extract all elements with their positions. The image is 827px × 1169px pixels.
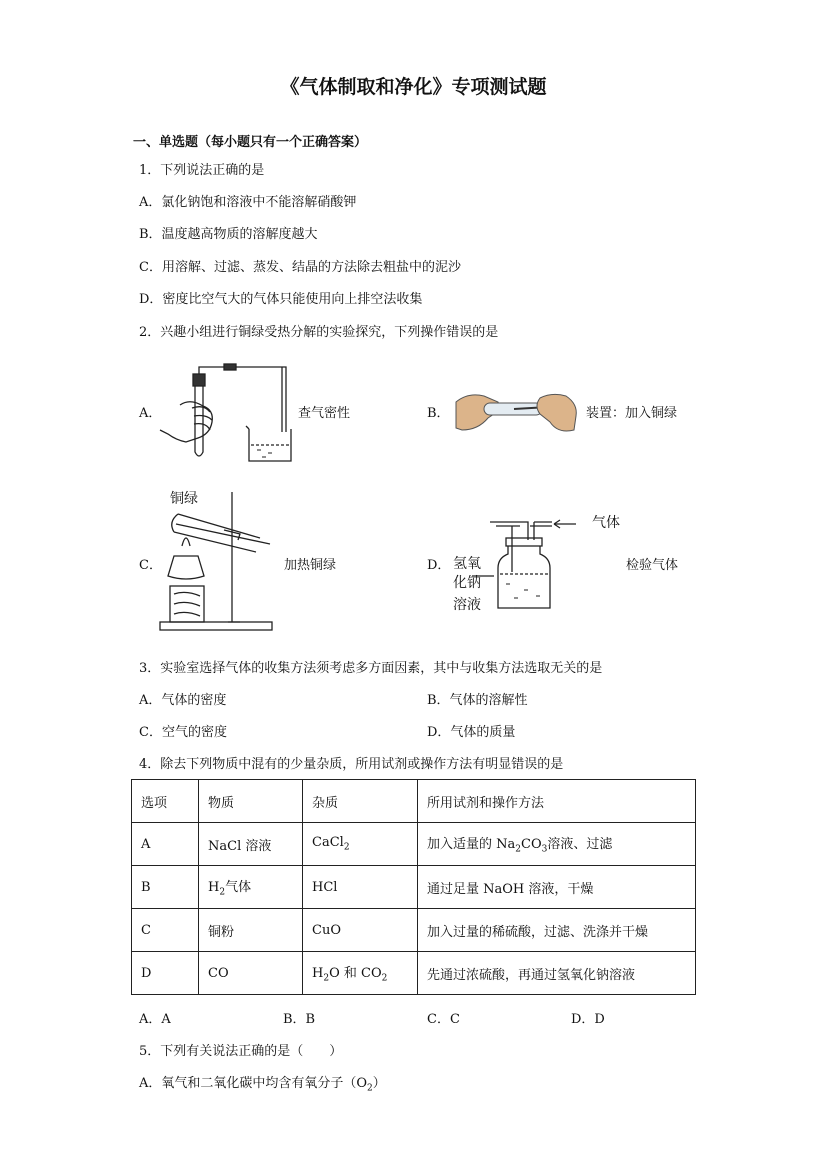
- option-cell: C: [132, 909, 199, 952]
- q3-stem: 3．实验室选择气体的收集方法须考虑多方面因素，其中与收集方法选取无关的是: [139, 661, 603, 676]
- q3-option-a: A．气体的密度: [139, 693, 227, 708]
- impurity-cell: CaCl$_2$: [303, 823, 418, 866]
- method-cell: 加入适量的 $Na_2CO_3$溶液、过滤: [418, 823, 696, 866]
- header-cell: 杂质: [303, 780, 418, 823]
- method-cell: 先通过浓硫酸，再通过氢氧化钠溶液: [418, 952, 696, 995]
- q2-option-d-solution-line1: 氢氧: [453, 556, 481, 572]
- impurity-table: [131, 779, 696, 995]
- q1-option-b: B．温度越高物质的溶解度越大: [139, 227, 318, 242]
- q2-option-c-caption: 加热铜绿: [284, 558, 337, 573]
- impurity-cell: HCl: [303, 866, 418, 909]
- q2-option-d-caption: 检验气体: [626, 558, 679, 573]
- substance-cell: 铜粉: [199, 909, 303, 952]
- q1-option-c: C．用溶解、过滤、蒸发、结晶的方法除去粗盐中的泥沙: [139, 260, 461, 275]
- section-heading: 一、单选题（每小题只有一个正确答案）: [133, 135, 368, 150]
- q5-stem: 5．下列有关说法正确的是（ ）: [139, 1044, 343, 1059]
- q4-answer-d: D．D: [571, 1012, 605, 1027]
- table-row: [132, 909, 696, 952]
- q4-answer-c: C．C: [427, 1012, 460, 1027]
- q2-option-c-label: 铜绿: [170, 491, 198, 507]
- q2-option-d-solution-line2: 化钠: [453, 575, 481, 591]
- method-cell: 通过足量 NaOH 溶液，干燥: [418, 866, 696, 909]
- q2-option-d-solution-line3: 溶液: [453, 597, 481, 613]
- substance-cell: CO: [199, 952, 303, 995]
- q2-option-b-caption: 装置：加入铜绿: [586, 406, 678, 421]
- option-cell: B: [132, 866, 199, 909]
- table-header-row: [132, 780, 696, 823]
- q4-answer-b: B．B: [283, 1012, 316, 1027]
- q2-option-d-gas-label: 气体: [592, 515, 620, 531]
- header-cell: 所用试剂和操作方法: [418, 780, 696, 823]
- q5-option-a: A．氧气和二氧化碳中均含有氧分子$(O_2)$: [139, 1076, 386, 1094]
- heating-copper-diagram: [160, 490, 285, 635]
- q4-stem: 4．除去下列物质中混有的少量杂质，所用试剂或操作方法有明显错误的是: [139, 757, 564, 772]
- q4-answer-a: A．A: [139, 1012, 171, 1027]
- table-row: [132, 823, 696, 866]
- q2-option-b-letter: B．: [427, 406, 450, 421]
- q3-option-c: C．空气的密度: [139, 725, 227, 740]
- method-cell: 加入过量的稀硫酸，过滤、洗涤并干燥: [418, 909, 696, 952]
- header-cell: 物质: [199, 780, 303, 823]
- option-cell: A: [132, 823, 199, 866]
- page-title: 《气体制取和净化》专项测试题: [280, 76, 547, 98]
- q2-stem: 2．兴趣小组进行铜绿受热分解的实验探究，下列操作错误的是: [139, 325, 499, 340]
- q3-option-d: D．气体的质量: [427, 725, 516, 740]
- q1-option-d: D．密度比空气大的气体只能使用向上排空法收集: [139, 292, 423, 307]
- q2-option-a-letter: A．: [139, 406, 162, 421]
- q2-option-c-letter: C．: [139, 558, 162, 573]
- table-row: [132, 952, 696, 995]
- substance-cell: $H_2$气体: [199, 866, 303, 909]
- q2-option-a-caption: 查气密性: [298, 406, 351, 421]
- substance-cell: NaCl 溶液: [199, 823, 303, 866]
- option-cell: D: [132, 952, 199, 995]
- q2-option-d-letter: D．: [427, 558, 451, 573]
- q1-stem: 1．下列说法正确的是: [139, 163, 265, 178]
- header-cell: 选项: [132, 780, 199, 823]
- impurity-cell: $H_2O$ 和 $CO_2$: [303, 952, 418, 995]
- table-row: [132, 866, 696, 909]
- impurity-cell: CuO: [303, 909, 418, 952]
- adding-powder-diagram: [454, 388, 579, 438]
- airtightness-check-diagram: [158, 360, 298, 465]
- q3-option-b: B．气体的溶解性: [427, 693, 528, 708]
- q1-option-a: A．氯化钠饱和溶液中不能溶解硝酸钾: [139, 195, 357, 210]
